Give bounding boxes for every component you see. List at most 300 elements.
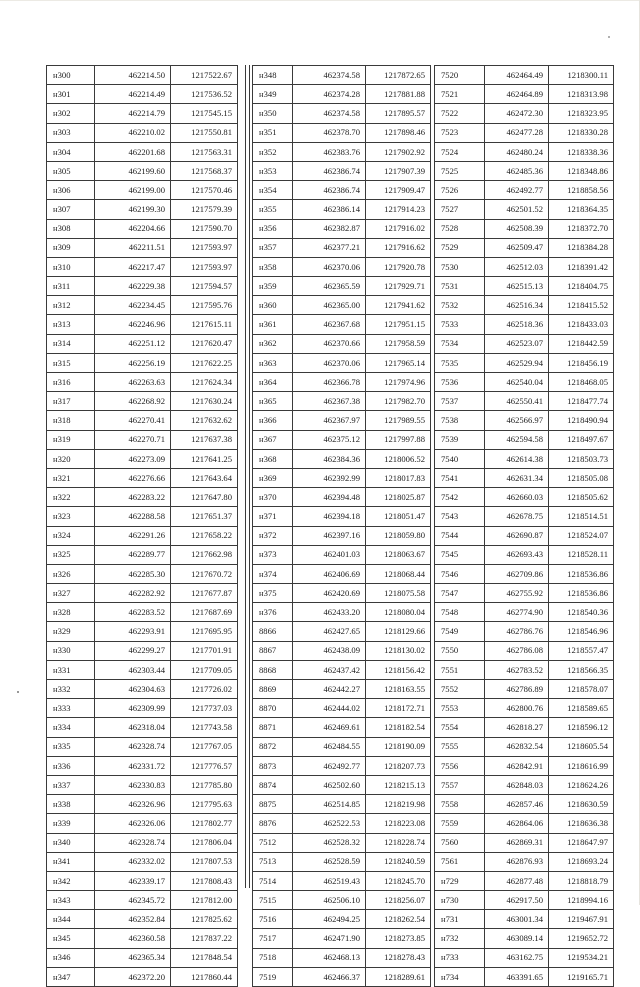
point-number-cell: 7537 — [435, 392, 485, 411]
table-row — [47, 392, 238, 411]
column-separator — [249, 65, 250, 888]
y-coordinate-cell: 1217795.63 — [171, 795, 238, 814]
point-number-cell: н733 — [435, 948, 485, 967]
table-row — [253, 929, 431, 948]
table-row — [47, 852, 238, 871]
y-coordinate-cell: 1218546.96 — [549, 622, 614, 641]
y-coordinate-cell: 1217916.02 — [366, 219, 431, 238]
y-coordinate-cell: 1218278.43 — [366, 948, 431, 967]
x-coordinate-cell: 462201.68 — [95, 142, 171, 161]
table-row — [47, 564, 238, 583]
point-number-cell: 7533 — [435, 315, 485, 334]
point-number-cell: 7547 — [435, 584, 485, 603]
table-row — [253, 123, 431, 142]
y-coordinate-cell: 1218330.28 — [549, 123, 614, 142]
table-row — [47, 142, 238, 161]
x-coordinate-cell: 462464.89 — [485, 85, 549, 104]
point-number-cell: н319 — [47, 430, 95, 449]
y-coordinate-cell: 1217881.88 — [366, 85, 431, 104]
table-row — [435, 564, 614, 583]
point-number-cell: 7546 — [435, 564, 485, 583]
table-row — [47, 104, 238, 123]
x-coordinate-cell: 462352.84 — [95, 910, 171, 929]
y-coordinate-cell: 1218818.79 — [549, 871, 614, 890]
table-row — [435, 373, 614, 392]
table-row — [253, 219, 431, 238]
point-number-cell: 7543 — [435, 507, 485, 526]
point-number-cell: н313 — [47, 315, 95, 334]
y-coordinate-cell: 1217982.70 — [366, 392, 431, 411]
point-number-cell: н312 — [47, 296, 95, 315]
x-coordinate-cell: 462283.22 — [95, 488, 171, 507]
x-coordinate-cell: 462276.66 — [95, 468, 171, 487]
y-coordinate-cell: 1218372.70 — [549, 219, 614, 238]
table-row — [253, 488, 431, 507]
point-number-cell: 7515 — [253, 891, 293, 910]
point-number-cell: н327 — [47, 584, 95, 603]
y-coordinate-cell: 1218858.56 — [549, 181, 614, 200]
y-coordinate-cell: 1218566.35 — [549, 660, 614, 679]
y-coordinate-cell: 1218456.19 — [549, 353, 614, 372]
point-number-cell: н315 — [47, 353, 95, 372]
table-row — [253, 66, 431, 85]
x-coordinate-cell: 462917.50 — [485, 891, 549, 910]
x-coordinate-cell: 462506.10 — [293, 891, 366, 910]
y-coordinate-cell: 1217651.37 — [171, 507, 238, 526]
table-row — [435, 871, 614, 890]
point-number-cell: н303 — [47, 123, 95, 142]
y-coordinate-cell: 1218300.11 — [549, 66, 614, 85]
x-coordinate-cell: 462877.48 — [485, 871, 549, 890]
y-coordinate-cell: 1218468.05 — [549, 373, 614, 392]
y-coordinate-cell: 1217570.46 — [171, 181, 238, 200]
y-coordinate-cell: 1218540.36 — [549, 603, 614, 622]
x-coordinate-cell: 462631.34 — [485, 468, 549, 487]
x-coordinate-cell: 462397.16 — [293, 526, 366, 545]
point-number-cell: н373 — [253, 545, 293, 564]
table-row — [435, 296, 614, 315]
table-row — [253, 296, 431, 315]
point-number-cell: 7545 — [435, 545, 485, 564]
table-row — [435, 852, 614, 871]
y-coordinate-cell: 1218505.62 — [549, 488, 614, 507]
table-row — [435, 622, 614, 641]
x-coordinate-cell: 462678.75 — [485, 507, 549, 526]
x-coordinate-cell: 462392.99 — [293, 468, 366, 487]
table-row — [253, 392, 431, 411]
y-coordinate-cell: 1218404.75 — [549, 277, 614, 296]
y-coordinate-cell: 1218433.03 — [549, 315, 614, 334]
x-coordinate-cell: 462519.43 — [293, 871, 366, 890]
x-coordinate-cell: 462523.07 — [485, 334, 549, 353]
table-row — [253, 468, 431, 487]
table-row — [435, 680, 614, 699]
y-coordinate-cell: 1218442.59 — [549, 334, 614, 353]
x-coordinate-cell: 462283.52 — [95, 603, 171, 622]
y-coordinate-cell: 1217974.96 — [366, 373, 431, 392]
point-number-cell: н367 — [253, 430, 293, 449]
point-number-cell: 8876 — [253, 814, 293, 833]
x-coordinate-cell: 462270.41 — [95, 411, 171, 430]
x-coordinate-cell: 462869.31 — [485, 833, 549, 852]
y-coordinate-cell: 1217767.05 — [171, 737, 238, 756]
table-row — [47, 756, 238, 775]
x-coordinate-cell: 462468.13 — [293, 948, 366, 967]
x-coordinate-cell: 462516.34 — [485, 296, 549, 315]
point-number-cell: 7551 — [435, 660, 485, 679]
y-coordinate-cell: 1217594.57 — [171, 277, 238, 296]
point-number-cell: н345 — [47, 929, 95, 948]
table-row — [47, 795, 238, 814]
x-coordinate-cell: 462370.06 — [293, 257, 366, 276]
table-row — [47, 507, 238, 526]
point-number-cell: н328 — [47, 603, 95, 622]
x-coordinate-cell: 462864.06 — [485, 814, 549, 833]
y-coordinate-cell: 1218348.86 — [549, 161, 614, 180]
x-coordinate-cell: 462370.66 — [293, 334, 366, 353]
table-row — [435, 756, 614, 775]
y-coordinate-cell: 1218536.86 — [549, 564, 614, 583]
y-coordinate-cell: 1218497.67 — [549, 430, 614, 449]
y-coordinate-cell: 1217522.67 — [171, 66, 238, 85]
y-coordinate-cell: 1218536.86 — [549, 584, 614, 603]
point-number-cell: 7553 — [435, 699, 485, 718]
y-coordinate-cell: 1218616.99 — [549, 756, 614, 775]
y-coordinate-cell: 1217808.43 — [171, 871, 238, 890]
y-coordinate-cell: 1217709.05 — [171, 660, 238, 679]
point-number-cell: 7557 — [435, 775, 485, 794]
point-number-cell: 8866 — [253, 622, 293, 641]
x-coordinate-cell: 462370.06 — [293, 353, 366, 372]
table-row — [435, 699, 614, 718]
point-number-cell: н324 — [47, 526, 95, 545]
x-coordinate-cell: 462326.06 — [95, 814, 171, 833]
point-number-cell: н358 — [253, 257, 293, 276]
y-coordinate-cell: 1218273.85 — [366, 929, 431, 948]
x-coordinate-cell: 462303.44 — [95, 660, 171, 679]
x-coordinate-cell: 462437.42 — [293, 660, 366, 679]
x-coordinate-cell: 462304.63 — [95, 680, 171, 699]
x-coordinate-cell: 462229.38 — [95, 277, 171, 296]
point-number-cell: 8873 — [253, 756, 293, 775]
table-row — [253, 104, 431, 123]
y-coordinate-cell: 1217641.25 — [171, 449, 238, 468]
x-coordinate-cell: 462374.58 — [293, 104, 366, 123]
x-coordinate-cell: 462466.37 — [293, 967, 366, 986]
table-row — [253, 315, 431, 334]
point-number-cell: 7549 — [435, 622, 485, 641]
point-number-cell: н325 — [47, 545, 95, 564]
table-row — [253, 334, 431, 353]
x-coordinate-cell: 462528.32 — [293, 833, 366, 852]
table-row — [47, 545, 238, 564]
x-coordinate-cell: 462270.71 — [95, 430, 171, 449]
point-number-cell: н320 — [47, 449, 95, 468]
table-row — [435, 411, 614, 430]
table-row — [253, 775, 431, 794]
y-coordinate-cell: 1218059.80 — [366, 526, 431, 545]
table-row — [435, 910, 614, 929]
table-row — [435, 929, 614, 948]
table-row — [47, 718, 238, 737]
y-coordinate-cell: 1217662.98 — [171, 545, 238, 564]
y-coordinate-cell: 1217615.11 — [171, 315, 238, 334]
x-coordinate-cell: 462199.30 — [95, 200, 171, 219]
table-row — [435, 315, 614, 334]
table-row — [253, 871, 431, 890]
table-row — [435, 641, 614, 660]
y-coordinate-cell: 1217929.71 — [366, 277, 431, 296]
table-row — [435, 142, 614, 161]
x-coordinate-cell: 462786.89 — [485, 680, 549, 699]
point-number-cell: н347 — [47, 967, 95, 986]
table-row — [435, 545, 614, 564]
y-coordinate-cell: 1218323.95 — [549, 104, 614, 123]
y-coordinate-cell: 1217726.02 — [171, 680, 238, 699]
x-coordinate-cell: 462318.04 — [95, 718, 171, 737]
point-number-cell: н336 — [47, 756, 95, 775]
y-coordinate-cell: 1217997.88 — [366, 430, 431, 449]
y-coordinate-cell: 1217701.91 — [171, 641, 238, 660]
x-coordinate-cell: 462210.02 — [95, 123, 171, 142]
y-coordinate-cell: 1217624.34 — [171, 373, 238, 392]
point-number-cell: 7521 — [435, 85, 485, 104]
point-number-cell: 7516 — [253, 910, 293, 929]
table-row — [47, 584, 238, 603]
table-row — [435, 392, 614, 411]
y-coordinate-cell: 1217806.04 — [171, 833, 238, 852]
x-coordinate-cell: 462783.52 — [485, 660, 549, 679]
table-row — [47, 910, 238, 929]
y-coordinate-cell: 1218636.38 — [549, 814, 614, 833]
table-row — [47, 891, 238, 910]
x-coordinate-cell: 462660.03 — [485, 488, 549, 507]
point-number-cell: н356 — [253, 219, 293, 238]
point-number-cell: 7512 — [253, 833, 293, 852]
point-number-cell: 7558 — [435, 795, 485, 814]
x-coordinate-cell: 462273.09 — [95, 449, 171, 468]
y-coordinate-cell: 1218006.52 — [366, 449, 431, 468]
y-coordinate-cell: 1218080.04 — [366, 603, 431, 622]
x-coordinate-cell: 462328.74 — [95, 737, 171, 756]
x-coordinate-cell: 462211.51 — [95, 238, 171, 257]
x-coordinate-cell: 462492.77 — [293, 756, 366, 775]
point-number-cell: н342 — [47, 871, 95, 890]
point-number-cell: н316 — [47, 373, 95, 392]
table-row — [435, 66, 614, 85]
y-coordinate-cell: 1217916.62 — [366, 238, 431, 257]
y-coordinate-cell: 1217837.22 — [171, 929, 238, 948]
table-row — [47, 871, 238, 890]
x-coordinate-cell: 462291.26 — [95, 526, 171, 545]
point-number-cell: 7535 — [435, 353, 485, 372]
table-row — [47, 699, 238, 718]
y-coordinate-cell: 1219652.72 — [549, 929, 614, 948]
x-coordinate-cell: 462289.77 — [95, 545, 171, 564]
table-row — [47, 488, 238, 507]
x-coordinate-cell: 462492.77 — [485, 181, 549, 200]
table-row — [47, 277, 238, 296]
y-coordinate-cell: 1217550.81 — [171, 123, 238, 142]
table-row — [253, 795, 431, 814]
point-number-cell: н351 — [253, 123, 293, 142]
y-coordinate-cell: 1218364.35 — [549, 200, 614, 219]
point-number-cell: н370 — [253, 488, 293, 507]
point-number-cell: н366 — [253, 411, 293, 430]
point-number-cell: н352 — [253, 142, 293, 161]
table-row — [435, 123, 614, 142]
x-coordinate-cell: 462246.96 — [95, 315, 171, 334]
table-row — [253, 277, 431, 296]
y-coordinate-cell: 1218163.55 — [366, 680, 431, 699]
point-number-cell: н321 — [47, 468, 95, 487]
x-coordinate-cell: 462328.74 — [95, 833, 171, 852]
table-row — [435, 277, 614, 296]
table-row — [253, 257, 431, 276]
x-coordinate-cell: 462614.38 — [485, 449, 549, 468]
table-row — [47, 161, 238, 180]
y-coordinate-cell: 1218240.59 — [366, 852, 431, 871]
scan-speck — [608, 36, 610, 38]
x-coordinate-cell: 462367.97 — [293, 411, 366, 430]
point-number-cell: 7560 — [435, 833, 485, 852]
x-coordinate-cell: 462365.00 — [293, 296, 366, 315]
x-coordinate-cell: 462438.09 — [293, 641, 366, 660]
point-number-cell: 8867 — [253, 641, 293, 660]
point-number-cell: н343 — [47, 891, 95, 910]
x-coordinate-cell: 462214.50 — [95, 66, 171, 85]
x-coordinate-cell: 462326.96 — [95, 795, 171, 814]
table-row — [253, 161, 431, 180]
x-coordinate-cell: 462330.83 — [95, 775, 171, 794]
y-coordinate-cell: 1218578.07 — [549, 680, 614, 699]
x-coordinate-cell: 462256.19 — [95, 353, 171, 372]
x-coordinate-cell: 463089.14 — [485, 929, 549, 948]
y-coordinate-cell: 1217677.87 — [171, 584, 238, 603]
y-coordinate-cell: 1217989.55 — [366, 411, 431, 430]
y-coordinate-cell: 1217872.65 — [366, 66, 431, 85]
table-row — [435, 430, 614, 449]
point-number-cell: 7530 — [435, 257, 485, 276]
x-coordinate-cell: 462444.02 — [293, 699, 366, 718]
point-number-cell: н311 — [47, 277, 95, 296]
x-coordinate-cell: 462293.91 — [95, 622, 171, 641]
y-coordinate-cell: 1217737.03 — [171, 699, 238, 718]
point-number-cell: н361 — [253, 315, 293, 334]
point-number-cell: н300 — [47, 66, 95, 85]
point-number-cell: н372 — [253, 526, 293, 545]
y-coordinate-cell: 1217632.62 — [171, 411, 238, 430]
x-coordinate-cell: 462199.60 — [95, 161, 171, 180]
x-coordinate-cell: 462818.27 — [485, 718, 549, 737]
point-number-cell: н344 — [47, 910, 95, 929]
x-coordinate-cell: 462786.76 — [485, 622, 549, 641]
x-coordinate-cell: 462374.28 — [293, 85, 366, 104]
point-number-cell: н339 — [47, 814, 95, 833]
point-number-cell: н302 — [47, 104, 95, 123]
table-row — [435, 488, 614, 507]
point-number-cell: н323 — [47, 507, 95, 526]
point-number-cell: 7519 — [253, 967, 293, 986]
y-coordinate-cell: 1218624.26 — [549, 775, 614, 794]
point-number-cell: н334 — [47, 718, 95, 737]
table-row — [47, 468, 238, 487]
x-coordinate-cell: 462515.13 — [485, 277, 549, 296]
table-row — [253, 699, 431, 718]
point-number-cell: н310 — [47, 257, 95, 276]
x-coordinate-cell: 462382.87 — [293, 219, 366, 238]
y-coordinate-cell: 1218647.97 — [549, 833, 614, 852]
point-number-cell: н340 — [47, 833, 95, 852]
table-row — [435, 603, 614, 622]
table-row — [47, 238, 238, 257]
point-number-cell: 7517 — [253, 929, 293, 948]
point-number-cell: 7518 — [253, 948, 293, 967]
point-number-cell: н354 — [253, 181, 293, 200]
x-coordinate-cell: 462383.76 — [293, 142, 366, 161]
x-coordinate-cell: 462401.03 — [293, 545, 366, 564]
point-number-cell: 7520 — [435, 66, 485, 85]
point-number-cell: н305 — [47, 161, 95, 180]
y-coordinate-cell: 1218256.07 — [366, 891, 431, 910]
table-row — [47, 353, 238, 372]
x-coordinate-cell: 462472.30 — [485, 104, 549, 123]
point-number-cell: 7527 — [435, 200, 485, 219]
table-row — [47, 814, 238, 833]
point-number-cell: н335 — [47, 737, 95, 756]
table-row — [47, 66, 238, 85]
x-coordinate-cell: 462345.72 — [95, 891, 171, 910]
y-coordinate-cell: 1219534.21 — [549, 948, 614, 967]
y-coordinate-cell: 1217902.92 — [366, 142, 431, 161]
x-coordinate-cell: 462406.69 — [293, 564, 366, 583]
point-number-cell: н314 — [47, 334, 95, 353]
y-coordinate-cell: 1217807.53 — [171, 852, 238, 871]
table-row — [435, 814, 614, 833]
point-number-cell: н731 — [435, 910, 485, 929]
x-coordinate-cell: 462502.60 — [293, 775, 366, 794]
y-coordinate-cell: 1217920.78 — [366, 257, 431, 276]
x-coordinate-cell: 462377.21 — [293, 238, 366, 257]
point-number-cell: 7531 — [435, 277, 485, 296]
y-coordinate-cell: 1218262.54 — [366, 910, 431, 929]
table-row — [47, 411, 238, 430]
y-coordinate-cell: 1217825.62 — [171, 910, 238, 929]
point-number-cell: 7542 — [435, 488, 485, 507]
point-number-cell: н308 — [47, 219, 95, 238]
y-coordinate-cell: 1218630.59 — [549, 795, 614, 814]
point-number-cell: н337 — [47, 775, 95, 794]
point-number-cell: н333 — [47, 699, 95, 718]
table-row — [253, 603, 431, 622]
table-row — [253, 353, 431, 372]
x-coordinate-cell: 462566.97 — [485, 411, 549, 430]
point-number-cell: н365 — [253, 392, 293, 411]
table-row — [253, 737, 431, 756]
point-number-cell: 7550 — [435, 641, 485, 660]
table-row — [253, 660, 431, 679]
y-coordinate-cell: 1218415.52 — [549, 296, 614, 315]
table-row — [253, 891, 431, 910]
table-row — [47, 929, 238, 948]
table-row — [253, 526, 431, 545]
point-number-cell: н317 — [47, 392, 95, 411]
x-coordinate-cell: 462367.38 — [293, 392, 366, 411]
x-coordinate-cell: 463162.75 — [485, 948, 549, 967]
table-row — [435, 737, 614, 756]
x-coordinate-cell: 462848.03 — [485, 775, 549, 794]
x-coordinate-cell: 462471.90 — [293, 929, 366, 948]
